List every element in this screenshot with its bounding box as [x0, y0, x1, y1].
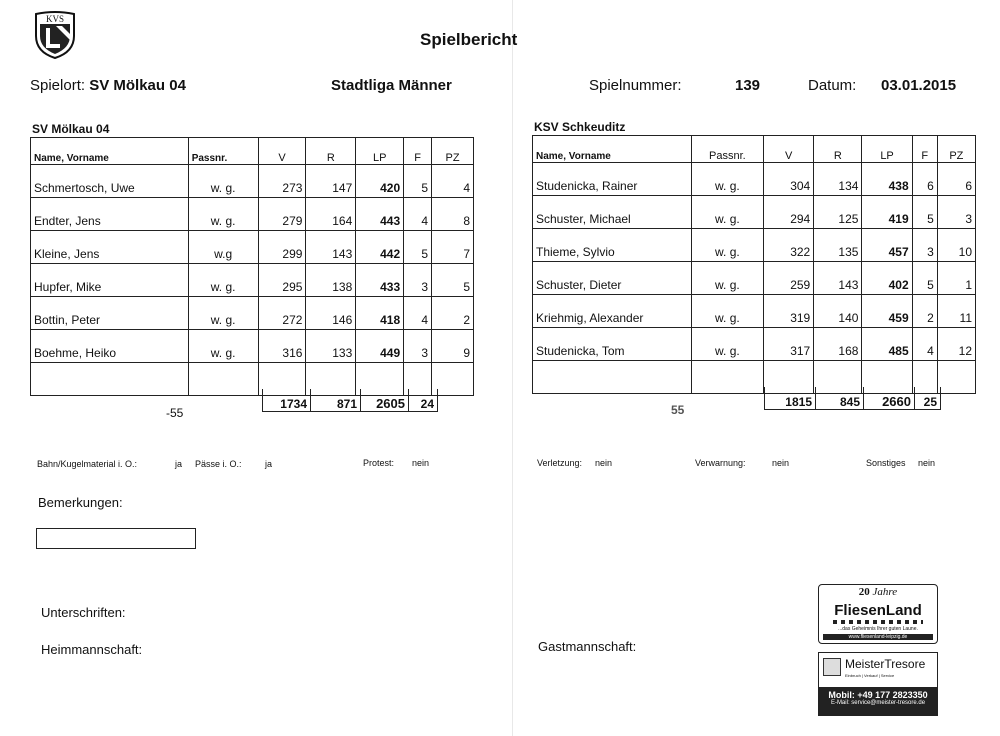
spielort-label: Spielort: — [30, 77, 86, 94]
player-r: 146 — [306, 297, 356, 330]
player-v: 272 — [258, 297, 306, 330]
page-title: Spielbericht — [420, 30, 518, 49]
player-name: Hupfer, Mike — [31, 264, 189, 297]
player-pz: 12 — [937, 328, 975, 361]
verwarnung-label: Verwarnung: — [695, 458, 746, 468]
player-lp: 443 — [356, 198, 404, 231]
col-f: F — [912, 136, 937, 163]
player-f: 5 — [404, 165, 432, 198]
player-v: 295 — [258, 264, 306, 297]
verwarnung-value: nein — [772, 458, 790, 468]
player-f: 6 — [912, 163, 937, 196]
home-player-row — [31, 165, 474, 198]
player-v: 279 — [258, 198, 306, 231]
player-r: 138 — [306, 264, 356, 297]
league: Stadtliga Männer — [331, 77, 452, 94]
col-name: Name, Vorname — [533, 136, 692, 163]
player-lp: 420 — [356, 165, 404, 198]
guest-team-name: KSV Schkeuditz — [534, 120, 626, 134]
player-f: 4 — [912, 328, 937, 361]
player-f: 3 — [404, 264, 432, 297]
gastmannschaft-label: Gastmannschaft: — [538, 639, 637, 654]
player-pass: w. g. — [691, 196, 763, 229]
home-player-row — [31, 231, 474, 264]
home-total-f: 24 — [409, 389, 438, 412]
guest-totals — [764, 387, 941, 410]
player-name — [31, 363, 189, 396]
home-totals — [262, 389, 438, 412]
guest-diff: 55 — [671, 403, 685, 417]
player-pz: 10 — [937, 229, 975, 262]
player-name — [533, 361, 692, 394]
player-pass: w.g — [188, 231, 258, 264]
ad2-contact — [819, 687, 937, 715]
bahn-label: Bahn/Kugelmaterial i. O.: — [37, 459, 138, 469]
player-lp: 457 — [862, 229, 912, 262]
verletzung-value: nein — [595, 458, 613, 468]
guest-total-f: 25 — [915, 387, 941, 410]
col-f: F — [404, 138, 432, 165]
player-v: 319 — [764, 295, 814, 328]
ad1-slogan: ...das Geheimnis Ihrer guten Laune. — [838, 626, 918, 632]
player-lp: 402 — [862, 262, 912, 295]
player-pass: w. g. — [188, 297, 258, 330]
guest-header-row — [533, 136, 976, 163]
ad2-brand: MeisterTresore — [845, 657, 926, 671]
col-pass: Passnr. — [691, 136, 763, 163]
verletzung-label: Verletzung: — [537, 458, 583, 468]
player-pass — [691, 361, 763, 394]
home-score-table — [30, 137, 474, 396]
home-total-v: 1734 — [263, 389, 311, 412]
bahn-value: ja — [175, 459, 183, 469]
ad2-email: E-Mail: service@meister-tresore.de — [830, 700, 926, 706]
player-v: 259 — [764, 262, 814, 295]
player-pass: w. g. — [188, 264, 258, 297]
protest-value: nein — [412, 458, 430, 468]
col-pass: Passnr. — [188, 138, 258, 165]
player-r: 143 — [306, 231, 356, 264]
col-name: Name, Vorname — [31, 138, 189, 165]
player-v: 322 — [764, 229, 814, 262]
player-f: 4 — [404, 297, 432, 330]
player-name: Schuster, Dieter — [533, 262, 692, 295]
guest-player-row — [533, 262, 976, 295]
player-r: 135 — [814, 229, 862, 262]
home-player-row — [31, 198, 474, 231]
player-r: 133 — [306, 330, 356, 363]
player-pz: 2 — [432, 297, 474, 330]
home-player-row — [31, 297, 474, 330]
protest-label: Protest: — [363, 458, 395, 468]
spielort — [30, 77, 186, 94]
player-name: Boehme, Heiko — [31, 330, 189, 363]
player-pz: 6 — [937, 163, 975, 196]
player-r: 143 — [814, 262, 862, 295]
ad1-tiles — [833, 620, 923, 624]
player-pass: w. g. — [188, 165, 258, 198]
player-lp: 485 — [862, 328, 912, 361]
ad2-mobil: Mobil: +49 177 2823350 — [828, 690, 928, 700]
guest-player-row — [533, 196, 976, 229]
player-name: Kriehmig, Alexander — [533, 295, 692, 328]
player-name: Thieme, Sylvio — [533, 229, 692, 262]
player-pass: w. g. — [691, 262, 763, 295]
datum-value: 03.01.2015 — [881, 77, 957, 94]
home-total-r: 871 — [311, 389, 361, 412]
player-v: 299 — [258, 231, 306, 264]
player-f: 3 — [912, 229, 937, 262]
bemerkungen-label: Bemerkungen: — [38, 495, 123, 510]
player-pz: 1 — [937, 262, 975, 295]
unterschriften-label: Unterschriften: — [41, 605, 126, 620]
guest-player-row — [533, 328, 976, 361]
player-r: 168 — [814, 328, 862, 361]
paesse-value: ja — [265, 459, 273, 469]
home-player-row — [31, 264, 474, 297]
player-f: 5 — [404, 231, 432, 264]
player-f: 5 — [912, 196, 937, 229]
player-pz — [937, 361, 975, 394]
player-pz: 7 — [432, 231, 474, 264]
guest-total-lp: 2660 — [864, 387, 915, 410]
kvs-logo — [30, 10, 80, 60]
player-v: 294 — [764, 196, 814, 229]
guest-total-r: 845 — [816, 387, 864, 410]
player-pass: w. g. — [188, 198, 258, 231]
home-header-row — [31, 138, 474, 165]
ad2-sub: Einbruch | Verkauf | Service — [845, 673, 895, 678]
ad1-url: www.fliesenland-leipzig.de — [823, 634, 933, 640]
player-pass: w. g. — [691, 328, 763, 361]
player-r: 134 — [814, 163, 862, 196]
page-fold — [512, 0, 513, 736]
player-f: 3 — [404, 330, 432, 363]
player-pass: w. g. — [691, 229, 763, 262]
player-name: Kleine, Jens — [31, 231, 189, 264]
player-lp: 438 — [862, 163, 912, 196]
player-lp: 449 — [356, 330, 404, 363]
player-name: Schmertosch, Uwe — [31, 165, 189, 198]
meistertresore-ad — [818, 652, 938, 716]
spielort-value: SV Mölkau 04 — [89, 77, 186, 94]
home-total-lp: 2605 — [361, 389, 409, 412]
player-pz: 11 — [937, 295, 975, 328]
guest-player-row — [533, 229, 976, 262]
player-name: Schuster, Michael — [533, 196, 692, 229]
player-f: 5 — [912, 262, 937, 295]
guest-total-v: 1815 — [765, 387, 816, 410]
guest-player-row — [533, 163, 976, 196]
player-lp: 418 — [356, 297, 404, 330]
player-name: Studenicka, Tom — [533, 328, 692, 361]
safe-icon — [823, 658, 841, 676]
player-f: 2 — [912, 295, 937, 328]
col-r: R — [814, 136, 862, 163]
player-name: Bottin, Peter — [31, 297, 189, 330]
player-pass: w. g. — [691, 163, 763, 196]
player-r: 147 — [306, 165, 356, 198]
player-r: 125 — [814, 196, 862, 229]
col-v: V — [764, 136, 814, 163]
player-pz: 8 — [432, 198, 474, 231]
fliesenland-ad — [818, 584, 938, 644]
home-team-name: SV Mölkau 04 — [32, 122, 110, 136]
col-v: V — [258, 138, 306, 165]
bemerkungen-box — [36, 528, 196, 549]
ad1-years: 20 — [858, 586, 870, 598]
home-diff: -55 — [166, 406, 184, 420]
sonstiges-label: Sonstiges — [866, 458, 906, 468]
player-f: 4 — [404, 198, 432, 231]
paesse-label: Pässe i. O.: — [195, 459, 242, 469]
player-r: 164 — [306, 198, 356, 231]
player-v: 273 — [258, 165, 306, 198]
player-name: Studenicka, Rainer — [533, 163, 692, 196]
col-pz: PZ — [432, 138, 474, 165]
spielnummer-value: 139 — [735, 77, 761, 94]
player-v: 317 — [764, 328, 814, 361]
player-pass: w. g. — [691, 295, 763, 328]
player-name: Endter, Jens — [31, 198, 189, 231]
player-lp: 419 — [862, 196, 912, 229]
col-lp: LP — [862, 136, 912, 163]
guest-score-table — [532, 135, 976, 394]
player-pz: 3 — [937, 196, 975, 229]
home-player-row — [31, 330, 474, 363]
player-v: 316 — [258, 330, 306, 363]
player-lp: 442 — [356, 231, 404, 264]
player-v: 304 — [764, 163, 814, 196]
datum-label: Datum: — [808, 77, 857, 94]
player-pz: 9 — [432, 330, 474, 363]
col-lp: LP — [356, 138, 404, 165]
player-lp: 459 — [862, 295, 912, 328]
logo-text: KVS — [45, 14, 65, 24]
player-pass — [188, 363, 258, 396]
col-r: R — [306, 138, 356, 165]
col-pz: PZ — [937, 136, 975, 163]
player-pass: w. g. — [188, 330, 258, 363]
player-r: 140 — [814, 295, 862, 328]
guest-player-row — [533, 295, 976, 328]
player-pz: 4 — [432, 165, 474, 198]
player-lp: 433 — [356, 264, 404, 297]
ad1-brand: FliesenLand — [834, 602, 922, 619]
ad1-jahre: Jahre — [872, 586, 898, 598]
player-pz: 5 — [432, 264, 474, 297]
spielnummer-label: Spielnummer: — [589, 77, 682, 94]
sonstiges-value: nein — [918, 458, 936, 468]
heimmannschaft-label: Heimmannschaft: — [41, 642, 143, 657]
